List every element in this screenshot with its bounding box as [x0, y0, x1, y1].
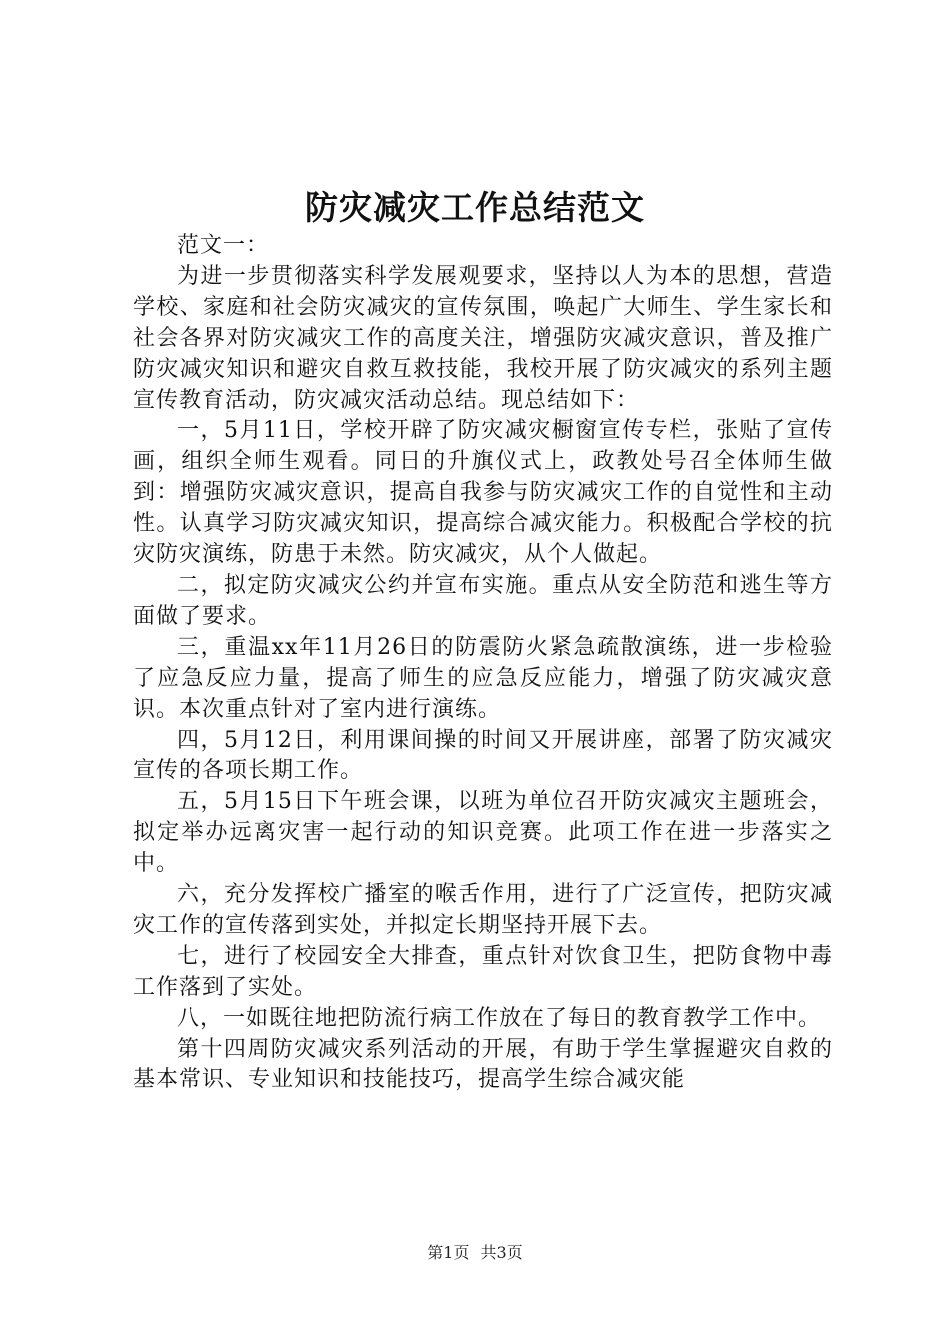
paragraph-item-7: 七，进行了校园安全大排查，重点针对饮食卫生，把防食物中毒工作落到了实处。	[133, 943, 833, 1000]
page-total: 共3页	[480, 1243, 523, 1262]
document-body	[133, 231, 833, 1096]
paragraph-item-1: 一，5月11日，学校开辟了防灾减灾橱窗宣传专栏，张贴了宣传画，组织全师生观看。同日的升旗仪式上，政教处号召全体师生做到：增强防灾减灾意识，提高自我参与防灾减灾工作的自觉性和主动性。认真学习防灾减灾知识，提高综合减灾能力。积极配合学校的抗灾防灾演练，防患于未然。防灾减灾，从个人做起。	[133, 418, 833, 568]
paragraph-item-3: 三，重温xx年11月26日的防震防火紧急疏散演练，进一步检验了应急反应力量，提高了师生的应急反应能力，增强了防灾减灾意识。本次重点针对了室内进行演练。	[133, 634, 833, 722]
paragraph-item-6: 六，充分发挥校广播室的喉舌作用，进行了广泛宣传，把防灾减灾工作的宣传落到实处，并拟定长期坚持开展下去。	[133, 882, 833, 938]
paragraph-item-4: 四，5月12日，利用课间操的时间又开展讲座，部署了防灾减灾宣传的各项长期工作。	[133, 727, 833, 784]
paragraph-intro: 为进一步贯彻落实科学发展观要求，坚持以人为本的思想，营造学校、家庭和社会防灾减灾的宣传氛围，唤起广大师生、学生家长和社会各界对防灾减灾工作的高度关注，增强防灾减灾意识，普及推广防灾减灾知识和避灾自救互救技能，我校开展了防灾减灾的系列主题宣传教育活动，防灾减灾活动总结。现总结如下：	[133, 263, 833, 413]
paragraph-conclusion: 第十四周防灾减灾系列活动的开展，有助于学生掌握避灾自救的基本常识、专业知识和技能技巧，提高学生综合减灾能	[133, 1036, 833, 1093]
paragraph-heading: 范文一：	[177, 233, 270, 258]
page-footer	[0, 1242, 950, 1264]
page-number: 第1页	[427, 1243, 470, 1262]
document-title: 防灾减灾工作总结范文	[305, 188, 645, 227]
paragraph-item-5: 五，5月15日下午班会课，以班为单位召开防灾减灾主题班会，拟定举办远离灾害一起行动的知识竞赛。此项工作在进一步落实之中。	[133, 789, 833, 877]
paragraph-item-2: 二，拟定防灾减灾公约并宣布实施。重点从安全防范和逃生等方面做了要求。	[133, 572, 833, 629]
paragraph-item-8: 八，一如既往地把防流行病工作放在了每日的教育教学工作中。	[177, 1005, 822, 1031]
